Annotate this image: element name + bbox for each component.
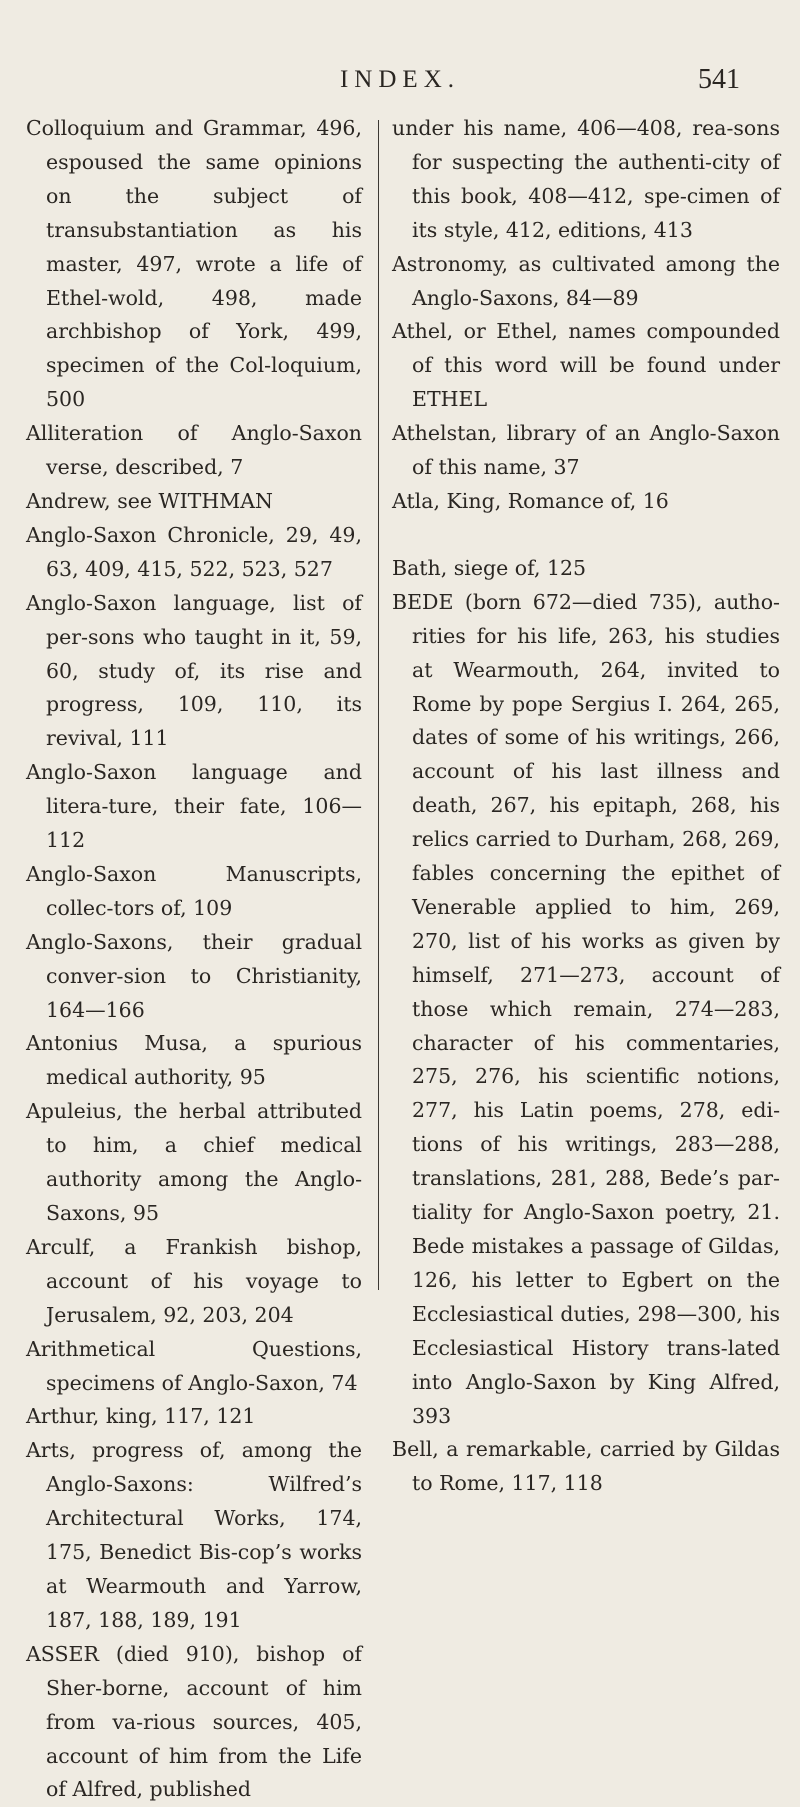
index-entry: under his name, 406—408, rea-sons for suspecting the authenti-city of this book, 408—412, spe-cimen of its style, 412, editions, 413 <box>392 116 780 242</box>
index-entry: Anglo-Saxon Manuscripts, collec-tors of, 109 <box>26 861 362 920</box>
index-entry: Colloquium and Grammar, 496, espoused the same opinions on the subject of transubstantiation as his master, 497, wrote a life of Ethel-wold, 498, made archbishop of York, 499, specimen of the Col-loquium, 500 <box>26 116 362 412</box>
column-divider <box>378 120 379 1290</box>
index-entry: Atla, King, Romance of, 16 <box>392 488 669 513</box>
index-entry: Anglo-Saxon language, list of per-sons who taught in it, 59, 60, study of, its rise and progress, 109, 110, its revival, 111 <box>26 590 362 751</box>
index-entry: Apuleius, the herbal attributed to him, a chief medical authority among the Anglo-Saxons, 95 <box>26 1099 362 1225</box>
index-entry: BEDE (born 672—died 735), autho-rities for his life, 263, his studies at Wearmouth, 264, invited to Rome by pope Sergius I. 264, 265, dates of some of his writings, 266, account of his last illness and death, 267, his epitaph, 268, his relics carried to Durham, 268, 269, fables concerning the epithet of Venerable applied to him, 269, 270, list of his works as given by himself, 271—273, account of those which remain, 274—283, character of his commentaries, 275, 276, his scientific notions, 277, his Latin poems, 278, edi-tions of his writings, 283—288, translations, 281, 288, Bede’s par-tiality for Anglo-Saxon poetry, 21. Bede mistakes a passage of Gildas, 126, his letter to Egbert on the Ecclesiastical duties, 298—300, his Ecclesiastical History trans-lated into Anglo-Saxon by King Alfred, 393 <box>392 589 780 1428</box>
index-entry: Anglo-Saxon language and litera-ture, their fate, 106—112 <box>26 760 362 853</box>
index-entry: Andrew, see WITHMAN <box>26 488 273 513</box>
index-entry: ASSER (died 910), bishop of Sher-borne, account of him from va-rious sources, 405, account of him from the Life of Alfred, published <box>26 1641 362 1802</box>
index-entry: Antonius Musa, a spurious medical authority, 95 <box>26 1031 362 1090</box>
page-number: 541 <box>698 64 740 95</box>
index-entry: Athelstan, library of an Anglo-Saxon of this name, 37 <box>392 421 780 480</box>
index-entry: Bath, siege of, 125 <box>392 555 587 580</box>
index-entry: Athel, or Ethel, names compounded of this word will be found under ETHEL <box>392 319 780 412</box>
index-column-right <box>392 112 780 1496</box>
index-entry: Anglo-Saxons, their gradual conver-sion to Christianity, 164—166 <box>26 929 362 1022</box>
index-column-left <box>26 112 362 1802</box>
index-entry: Arculf, a Frankish bishop, account of his voyage to Jerusalem, 92, 203, 204 <box>26 1234 362 1327</box>
index-entry: Astronomy, as cultivated among the Anglo-Saxons, 84—89 <box>392 251 780 310</box>
index-entry: Arts, progress of, among the Anglo-Saxons: Wilfred’s Architectural Works, 174, 175, Benedict Bis-cop’s works at Wearmouth and Yarrow, 187, 188, 189, 191 <box>26 1438 362 1632</box>
running-title: INDEX. <box>339 66 460 93</box>
index-entry: Arthur, king, 117, 121 <box>26 1404 256 1429</box>
index-entry: Arithmetical Questions, specimens of Anglo-Saxon, 74 <box>26 1336 362 1395</box>
index-entry: Alliteration of Anglo-Saxon verse, described, 7 <box>26 421 362 480</box>
page-header <box>0 66 800 106</box>
index-entry: Bell, a remarkable, carried by Gildas to Rome, 117, 118 <box>392 1437 780 1496</box>
index-entry: Anglo-Saxon Chronicle, 29, 49, 63, 409, 415, 522, 523, 527 <box>26 522 362 581</box>
